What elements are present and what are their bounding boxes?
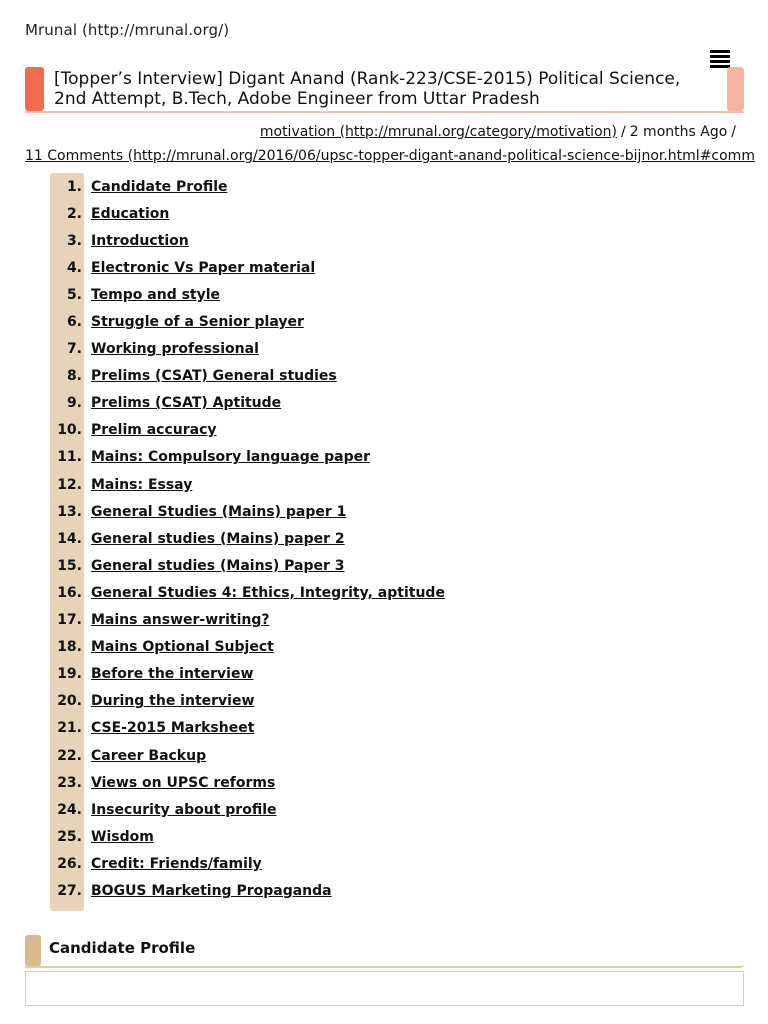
- toc-item-link[interactable]: Views on UPSC reforms: [91, 774, 276, 791]
- toc-item-link[interactable]: General studies (Mains) Paper 3: [91, 557, 345, 574]
- toc-item: [50, 579, 450, 606]
- toc-item-link[interactable]: Candidate Profile: [91, 178, 228, 195]
- category-link[interactable]: motivation (http://mrunal.org/category/motivation): [259, 124, 617, 140]
- toc-item-number: 19.: [57, 666, 82, 683]
- toc-item-link[interactable]: BOGUS Marketing Propaganda: [91, 882, 332, 899]
- toc-item: [50, 390, 450, 417]
- toc-item: [50, 796, 450, 823]
- toc-item-link[interactable]: Wisdom: [91, 828, 154, 845]
- toc-item: [50, 444, 450, 471]
- toc-item-number: 6.: [66, 314, 82, 331]
- table-of-contents: [50, 173, 450, 905]
- title-accent-left: [25, 67, 44, 111]
- toc-item-number: 11.: [57, 449, 82, 466]
- toc-item-link[interactable]: Credit: Friends/family: [91, 855, 262, 872]
- toc-list: [50, 173, 450, 905]
- toc-item: [50, 607, 450, 634]
- site-home-link[interactable]: Mrunal (http://mrunal.org/): [25, 21, 230, 39]
- toc-item-number: 8.: [66, 368, 82, 385]
- toc-item-number: 15.: [57, 557, 82, 574]
- toc-item: [50, 254, 450, 281]
- toc-item-link[interactable]: Mains answer-writing?: [91, 612, 270, 629]
- toc-item-link[interactable]: Prelims (CSAT) Aptitude: [91, 395, 282, 412]
- toc-item: [50, 877, 450, 904]
- article-title-box: [25, 67, 744, 113]
- toc-item-number: 10.: [57, 422, 82, 439]
- toc-item-link[interactable]: Prelim accuracy: [91, 422, 217, 439]
- toc-item: [50, 200, 450, 227]
- toc-item-number: 12.: [57, 476, 82, 493]
- toc-item-number: 23.: [57, 774, 82, 791]
- toc-item-link[interactable]: Insecurity about profile: [91, 801, 277, 818]
- toc-item: [50, 742, 450, 769]
- toc-item-number: 14.: [57, 530, 82, 547]
- article-title: [Topper’s Interview] Digant Anand (Rank-223/CSE-2015) Political Science, 2nd Attempt, B.Tech, Adobe Engineer from Uttar Pradesh: [54, 69, 681, 109]
- toc-item-link[interactable]: General Studies 4: Ethics, Integrity, aptitude: [91, 584, 445, 601]
- toc-item-link[interactable]: General Studies (Mains) paper 1: [91, 503, 347, 520]
- toc-item-number: 16.: [57, 584, 82, 601]
- toc-item: [50, 850, 450, 877]
- toc-item-link[interactable]: During the interview: [91, 693, 255, 710]
- toc-item-link[interactable]: Mains: Essay: [91, 476, 193, 493]
- toc-item-link[interactable]: Struggle of a Senior player: [91, 314, 304, 331]
- toc-item-number: 25.: [57, 828, 82, 845]
- toc-item-number: 26.: [57, 855, 82, 872]
- title-accent-right: [727, 67, 744, 111]
- toc-item: [50, 417, 450, 444]
- toc-item-number: 18.: [57, 639, 82, 656]
- meta-separator: /: [731, 124, 736, 140]
- toc-item: [50, 281, 450, 308]
- toc-item: [50, 308, 450, 335]
- section-content-box: [25, 971, 744, 1006]
- toc-item: [50, 715, 450, 742]
- toc-item-number: 27.: [57, 882, 82, 899]
- toc-item-number: 20.: [57, 693, 82, 710]
- toc-item-number: 9.: [66, 395, 82, 412]
- toc-item: [50, 498, 450, 525]
- meta-separator: /: [620, 124, 626, 140]
- section-accent: [25, 935, 41, 966]
- toc-item: [50, 525, 450, 552]
- toc-item: [50, 634, 450, 661]
- toc-item-link[interactable]: Career Backup: [91, 747, 207, 764]
- toc-item: [50, 552, 450, 579]
- toc-item-number: 2.: [66, 205, 82, 222]
- toc-item-link[interactable]: Tempo and style: [91, 286, 221, 303]
- toc-item-number: 4.: [66, 259, 82, 276]
- toc-item-link[interactable]: Mains: Compulsory language paper: [91, 449, 371, 466]
- toc-item-link[interactable]: CSE-2015 Marksheet: [91, 720, 255, 737]
- toc-item: [50, 471, 450, 498]
- toc-item: [50, 363, 450, 390]
- toc-item-number: 13.: [57, 503, 82, 520]
- toc-item: [50, 688, 450, 715]
- comments-meta: [25, 148, 768, 164]
- toc-item-number: 17.: [57, 612, 82, 629]
- section-header: [25, 935, 744, 968]
- toc-item: [50, 173, 450, 200]
- toc-item-link[interactable]: Introduction: [91, 232, 189, 249]
- toc-item: [50, 823, 450, 850]
- toc-item-link[interactable]: Working professional: [91, 341, 259, 358]
- toc-item: [50, 227, 450, 254]
- toc-item-number: 22.: [57, 747, 82, 764]
- toc-item-link[interactable]: General studies (Mains) paper 2: [91, 530, 345, 547]
- toc-item-link[interactable]: Before the interview: [91, 666, 254, 683]
- comments-link[interactable]: 11 Comments (http://mrunal.org/2016/06/upsc-topper-digant-anand-political-science-bijnor.html#comm: [25, 148, 755, 164]
- toc-item: [50, 661, 450, 688]
- toc-item: [50, 336, 450, 363]
- toc-item: [50, 769, 450, 796]
- article-meta: [0, 124, 768, 140]
- toc-item-link[interactable]: Electronic Vs Paper material: [91, 259, 316, 276]
- post-date: 2 months Ago: [629, 124, 728, 140]
- toc-item-number: 21.: [57, 720, 82, 737]
- toc-item-number: 3.: [66, 232, 82, 249]
- toc-item-number: 7.: [66, 341, 82, 358]
- toc-item-link[interactable]: Prelims (CSAT) General studies: [91, 368, 337, 385]
- toc-item-link[interactable]: Education: [91, 205, 170, 222]
- toc-item-number: 5.: [66, 286, 82, 303]
- section-heading: Candidate Profile: [49, 939, 196, 957]
- toc-item-link[interactable]: Mains Optional Subject: [91, 639, 274, 656]
- toc-item-number: 24.: [57, 801, 82, 818]
- toc-item-number: 1.: [66, 178, 82, 195]
